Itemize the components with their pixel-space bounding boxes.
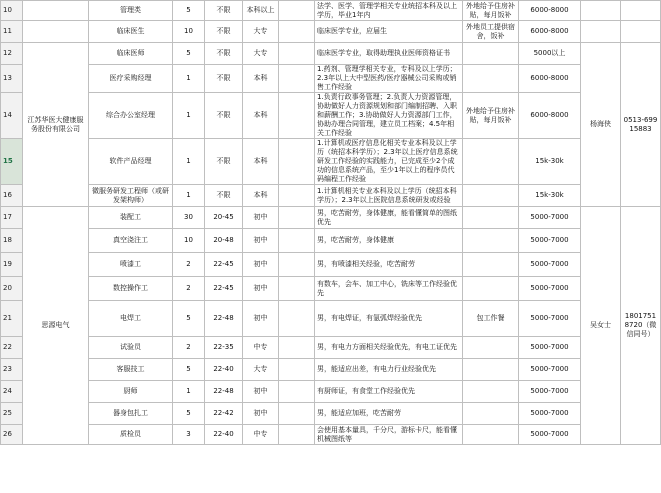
benefits-cell[interactable] <box>463 337 519 359</box>
education-cell[interactable] <box>279 139 315 185</box>
table-row[interactable] <box>1 403 661 425</box>
requirements-cell[interactable]: 男，吃苦耐劳，身体健康，能看懂简单的图纸优先 <box>315 207 463 229</box>
requirements-cell[interactable]: 男，有喷漆相关经验，吃苦耐劳 <box>315 253 463 277</box>
benefits-cell[interactable] <box>463 253 519 277</box>
gender-cell[interactable]: 22-35 <box>205 337 243 359</box>
age-cell[interactable]: 本科 <box>243 185 279 207</box>
position-cell[interactable]: 喷漆工 <box>89 253 173 277</box>
table-row[interactable] <box>1 207 661 229</box>
gender-cell[interactable]: 不限 <box>205 93 243 139</box>
position-cell[interactable]: 临床医师 <box>89 43 173 65</box>
count-cell[interactable]: 1 <box>173 185 205 207</box>
count-cell[interactable]: 5 <box>173 301 205 337</box>
row-header[interactable]: 16 <box>1 185 23 207</box>
age-cell[interactable]: 本科以上 <box>243 1 279 21</box>
count-cell[interactable]: 30 <box>173 207 205 229</box>
salary-cell[interactable]: 5000以上 <box>519 43 581 65</box>
requirements-cell[interactable]: 男，能适应出差，有电力行业经验优先 <box>315 359 463 381</box>
position-cell[interactable]: 试验员 <box>89 337 173 359</box>
count-cell[interactable]: 5 <box>173 403 205 425</box>
age-cell[interactable]: 大专 <box>243 359 279 381</box>
table-row[interactable] <box>1 337 661 359</box>
salary-cell[interactable]: 5000-7000 <box>519 381 581 403</box>
table-row[interactable] <box>1 301 661 337</box>
age-cell[interactable]: 初中 <box>243 277 279 301</box>
row-header[interactable]: 21 <box>1 301 23 337</box>
benefits-cell[interactable] <box>463 139 519 185</box>
education-cell[interactable] <box>279 381 315 403</box>
gender-cell[interactable]: 22-48 <box>205 381 243 403</box>
requirements-cell[interactable]: 有数车，会车、加工中心，铣床等工作经验优先 <box>315 277 463 301</box>
row-header[interactable]: 12 <box>1 43 23 65</box>
position-cell[interactable]: 微服务研发工程师（或研发架构师） <box>89 185 173 207</box>
row-header[interactable]: 20 <box>1 277 23 301</box>
count-cell[interactable]: 5 <box>173 359 205 381</box>
salary-cell[interactable]: 5000-7000 <box>519 277 581 301</box>
requirements-cell[interactable]: 1.负责行政事务管理；2.负责人力资源管理，协助做好人力资源规划和部门编制招聘、入职和薪酬工作；3.协助做好人力资源部门工作，协助办理合同管理，建立员工档案；4.5年相关工作经验 <box>315 93 463 139</box>
position-cell[interactable]: 综合办公室经理 <box>89 93 173 139</box>
salary-cell[interactable]: 5000-7000 <box>519 403 581 425</box>
row-header[interactable]: 17 <box>1 207 23 229</box>
requirements-cell[interactable]: 男，吃苦耐劳，身体健康 <box>315 229 463 253</box>
benefits-cell[interactable]: 外地给予住房补贴，每月饭补 <box>463 1 519 21</box>
gender-cell[interactable]: 不限 <box>205 65 243 93</box>
age-cell[interactable]: 初中 <box>243 207 279 229</box>
row-header[interactable]: 25 <box>1 403 23 425</box>
company-cell[interactable] <box>23 1 89 21</box>
requirements-cell[interactable]: 1.计算机相关专业本科及以上学历（统招本科学历）；2.3年以上医院信息系统研发或经验 <box>315 185 463 207</box>
gender-cell[interactable]: 不限 <box>205 43 243 65</box>
age-cell[interactable]: 初中 <box>243 381 279 403</box>
gender-cell[interactable]: 20-45 <box>205 207 243 229</box>
age-cell[interactable]: 初中 <box>243 253 279 277</box>
position-cell[interactable]: 器身包扎工 <box>89 403 173 425</box>
benefits-cell[interactable] <box>463 65 519 93</box>
requirements-cell[interactable]: 有厨师证，有食堂工作经验优先 <box>315 381 463 403</box>
position-cell[interactable]: 临床医生 <box>89 21 173 43</box>
row-header[interactable]: 24 <box>1 381 23 403</box>
table-row[interactable] <box>1 185 661 207</box>
row-header[interactable]: 19 <box>1 253 23 277</box>
contact-cell[interactable]: 吴女士 <box>581 207 621 445</box>
position-cell[interactable]: 客服技工 <box>89 359 173 381</box>
table-row[interactable] <box>1 277 661 301</box>
contact-cell[interactable] <box>581 21 621 43</box>
education-cell[interactable] <box>279 229 315 253</box>
row-header[interactable]: 10 <box>1 1 23 21</box>
age-cell[interactable]: 初中 <box>243 301 279 337</box>
count-cell[interactable]: 2 <box>173 337 205 359</box>
age-cell[interactable]: 大专 <box>243 21 279 43</box>
age-cell[interactable]: 本科 <box>243 93 279 139</box>
contact-cell[interactable]: 杨海侠 <box>581 43 621 207</box>
table-row[interactable] <box>1 359 661 381</box>
education-cell[interactable] <box>279 207 315 229</box>
row-header[interactable]: 15 <box>1 139 23 185</box>
education-cell[interactable] <box>279 21 315 43</box>
gender-cell[interactable]: 22-45 <box>205 277 243 301</box>
gender-cell[interactable]: 22-40 <box>205 425 243 445</box>
table-row[interactable] <box>1 43 661 65</box>
count-cell[interactable]: 2 <box>173 253 205 277</box>
row-header[interactable]: 26 <box>1 425 23 445</box>
education-cell[interactable] <box>279 301 315 337</box>
position-cell[interactable]: 医疗采购经理 <box>89 65 173 93</box>
requirements-cell[interactable]: 法学、医学、管理学相关专业统招本科及以上学历，毕业1年内 <box>315 1 463 21</box>
table-row[interactable] <box>1 21 661 43</box>
row-header[interactable]: 14 <box>1 93 23 139</box>
education-cell[interactable] <box>279 359 315 381</box>
education-cell[interactable] <box>279 253 315 277</box>
position-cell[interactable]: 厨师 <box>89 381 173 403</box>
education-cell[interactable] <box>279 425 315 445</box>
company-cell[interactable]: 思源电气 <box>23 207 89 445</box>
gender-cell[interactable]: 22-40 <box>205 359 243 381</box>
count-cell[interactable]: 1 <box>173 93 205 139</box>
age-cell[interactable]: 初中 <box>243 403 279 425</box>
education-cell[interactable] <box>279 403 315 425</box>
gender-cell[interactable]: 不限 <box>205 1 243 21</box>
education-cell[interactable] <box>279 65 315 93</box>
benefits-cell[interactable] <box>463 277 519 301</box>
count-cell[interactable]: 3 <box>173 425 205 445</box>
benefits-cell[interactable]: 外地员工提供宿舍，饭补 <box>463 21 519 43</box>
company-cell[interactable] <box>23 21 89 43</box>
benefits-cell[interactable] <box>463 185 519 207</box>
phone-cell[interactable] <box>621 21 661 43</box>
education-cell[interactable] <box>279 277 315 301</box>
row-header[interactable]: 22 <box>1 337 23 359</box>
gender-cell[interactable]: 22-42 <box>205 403 243 425</box>
requirements-cell[interactable]: 1.计算机或医疗信息化相关专业本科及以上学历（统招本科学历）；2.3年以上医疗信息系统研发工作经验的实践能力，已完成至少2个成功的信息系统产品，至少1年以上的程序员代码编程工作经验 <box>315 139 463 185</box>
row-header[interactable]: 13 <box>1 65 23 93</box>
benefits-cell[interactable] <box>463 43 519 65</box>
salary-cell[interactable]: 5000-7000 <box>519 207 581 229</box>
table-row[interactable] <box>1 1 661 21</box>
education-cell[interactable] <box>279 93 315 139</box>
salary-cell[interactable]: 15k-30k <box>519 185 581 207</box>
salary-cell[interactable]: 5000-7000 <box>519 301 581 337</box>
salary-cell[interactable]: 5000-7000 <box>519 253 581 277</box>
requirements-cell[interactable]: 1.药剂、管理学相关专业，专科及以上学历；2.3年以上大中型医药/医疗器械公司采购或销售工作经验 <box>315 65 463 93</box>
table-row[interactable] <box>1 253 661 277</box>
salary-cell[interactable]: 5000-7000 <box>519 425 581 445</box>
salary-cell[interactable]: 6000-8000 <box>519 65 581 93</box>
row-header[interactable]: 18 <box>1 229 23 253</box>
count-cell[interactable]: 5 <box>173 1 205 21</box>
gender-cell[interactable]: 20-48 <box>205 229 243 253</box>
count-cell[interactable]: 2 <box>173 277 205 301</box>
phone-cell[interactable]: 0513-69915883 <box>621 43 661 207</box>
requirements-cell[interactable]: 临床医学专业，应届生 <box>315 21 463 43</box>
salary-cell[interactable]: 5000-7000 <box>519 229 581 253</box>
company-cell[interactable]: 江苏华医大健康服务股份有限公司 <box>23 43 89 207</box>
table-row[interactable] <box>1 93 661 139</box>
row-header[interactable]: 23 <box>1 359 23 381</box>
table-row[interactable] <box>1 425 661 445</box>
count-cell[interactable]: 1 <box>173 139 205 185</box>
count-cell[interactable]: 10 <box>173 21 205 43</box>
position-cell[interactable]: 管理类 <box>89 1 173 21</box>
requirements-cell[interactable]: 男，有电焊证，有氩弧焊经验优先 <box>315 301 463 337</box>
gender-cell[interactable]: 22-48 <box>205 301 243 337</box>
count-cell[interactable]: 10 <box>173 229 205 253</box>
gender-cell[interactable]: 22-45 <box>205 253 243 277</box>
requirements-cell[interactable]: 男，有电力方面相关经验优先，有电工证优先 <box>315 337 463 359</box>
age-cell[interactable]: 本科 <box>243 65 279 93</box>
salary-cell[interactable]: 15k-30k <box>519 139 581 185</box>
table-row[interactable] <box>1 65 661 93</box>
benefits-cell[interactable]: 包工作餐 <box>463 301 519 337</box>
benefits-cell[interactable] <box>463 403 519 425</box>
position-cell[interactable]: 电焊工 <box>89 301 173 337</box>
age-cell[interactable]: 本科 <box>243 139 279 185</box>
education-cell[interactable] <box>279 1 315 21</box>
salary-cell[interactable]: 5000-7000 <box>519 359 581 381</box>
benefits-cell[interactable]: 外地给予住房补贴，每月饭补 <box>463 93 519 139</box>
count-cell[interactable]: 1 <box>173 65 205 93</box>
position-cell[interactable]: 数控操作工 <box>89 277 173 301</box>
salary-cell[interactable]: 6000-8000 <box>519 1 581 21</box>
salary-cell[interactable]: 6000-8000 <box>519 21 581 43</box>
row-header[interactable]: 11 <box>1 21 23 43</box>
position-cell[interactable]: 装配工 <box>89 207 173 229</box>
position-cell[interactable]: 质检员 <box>89 425 173 445</box>
benefits-cell[interactable] <box>463 359 519 381</box>
age-cell[interactable]: 初中 <box>243 229 279 253</box>
education-cell[interactable] <box>279 337 315 359</box>
salary-cell[interactable]: 6000-8000 <box>519 93 581 139</box>
count-cell[interactable]: 1 <box>173 381 205 403</box>
benefits-cell[interactable] <box>463 381 519 403</box>
requirements-cell[interactable]: 男，能适应加班，吃苦耐劳 <box>315 403 463 425</box>
age-cell[interactable]: 大专 <box>243 43 279 65</box>
age-cell[interactable]: 中专 <box>243 425 279 445</box>
gender-cell[interactable]: 不限 <box>205 139 243 185</box>
phone-cell[interactable]: 18017518720（微信同号） <box>621 207 661 445</box>
phone-cell[interactable] <box>621 1 661 21</box>
age-cell[interactable]: 中专 <box>243 337 279 359</box>
education-cell[interactable] <box>279 43 315 65</box>
requirements-cell[interactable]: 临床医学专业，取得助理执业医师资格证书 <box>315 43 463 65</box>
position-cell[interactable]: 软件产品经理 <box>89 139 173 185</box>
benefits-cell[interactable] <box>463 207 519 229</box>
gender-cell[interactable]: 不限 <box>205 185 243 207</box>
count-cell[interactable]: 5 <box>173 43 205 65</box>
requirements-cell[interactable]: 会使用基本量具，千分尺，游标卡尺，能看懂机械图纸等 <box>315 425 463 445</box>
table-row[interactable] <box>1 139 661 185</box>
gender-cell[interactable]: 不限 <box>205 21 243 43</box>
education-cell[interactable] <box>279 185 315 207</box>
table-row[interactable] <box>1 229 661 253</box>
contact-cell[interactable] <box>581 1 621 21</box>
benefits-cell[interactable] <box>463 425 519 445</box>
table-row[interactable] <box>1 381 661 403</box>
salary-cell[interactable]: 5000-7000 <box>519 337 581 359</box>
position-cell[interactable]: 真空浇注工 <box>89 229 173 253</box>
benefits-cell[interactable] <box>463 229 519 253</box>
